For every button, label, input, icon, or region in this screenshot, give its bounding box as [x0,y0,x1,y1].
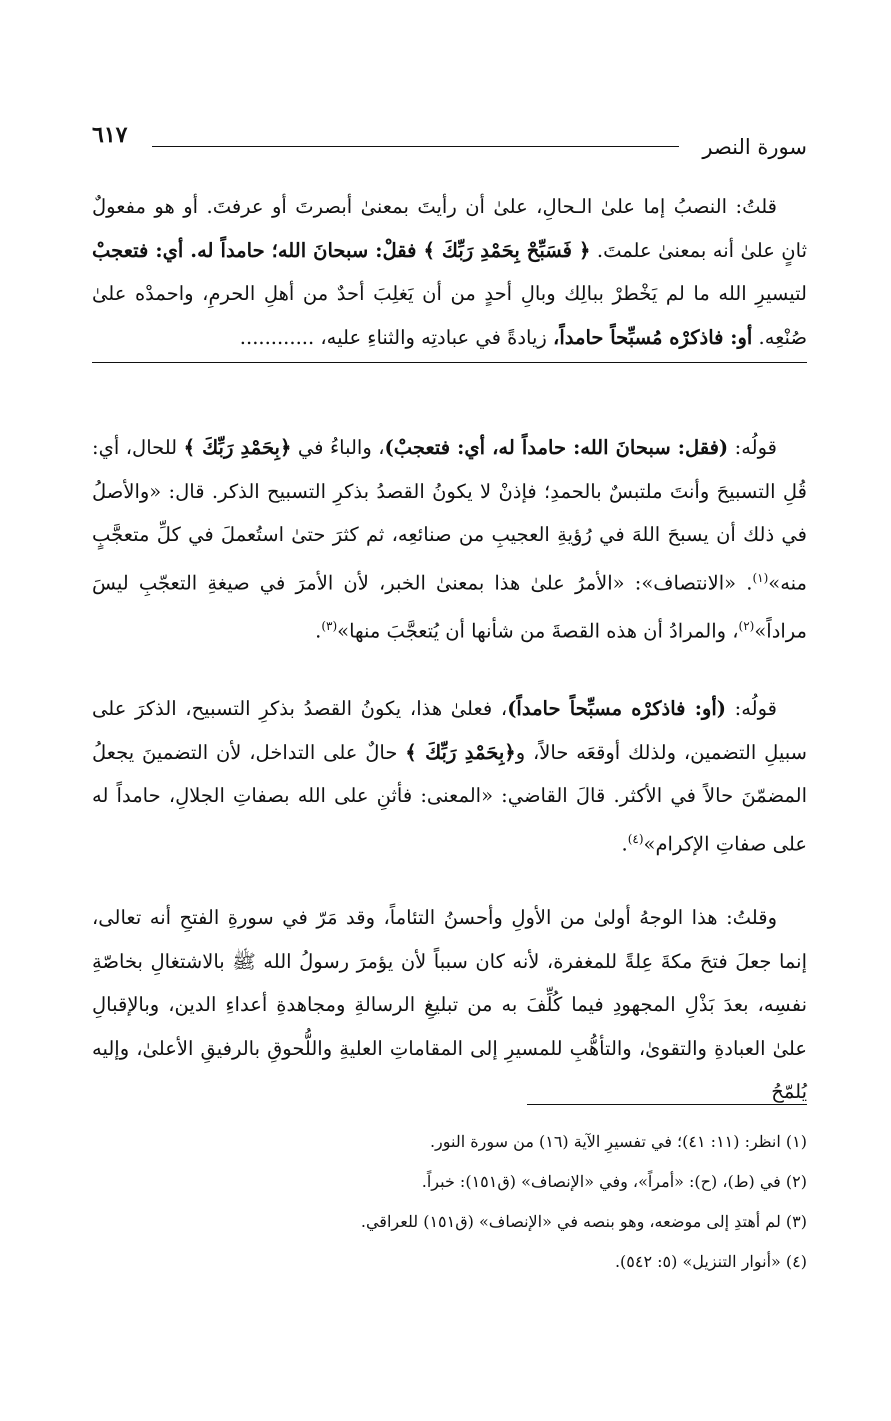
main-text [92,185,807,359]
main-paragraph [92,185,807,359]
commentary-text: ، والباءُ في [291,436,385,459]
commentary-quote: (أو: فاذكرْه مسبِّحاً حامداً) [507,697,726,720]
main-text-bold: فقلْ: سبحانَ الله؛ حامداً له. أي: فتعجبْ [92,238,424,262]
main-text-bold: أو: فاذكرْه مُسبِّحاً حامداً، [553,325,753,349]
footnote-rule [527,1104,807,1105]
commentary-paragraph-1 [92,426,807,653]
commentary-paragraph-2 [92,687,807,866]
commentary-text: وقلتُ: هذا الوجهُ أولىٰ من الأولِ وأحسنُ التئاماً، وقد مَرّ في سورةِ الفتحِ أنه تعالى، إنما جعلَ فتحَ مكةَ عِلةً للمغفرة، لأنه كان سبباً لأن يؤمرَ رسولُ الله ﷺ بالاشتغالِ بخاصّةِ نفسِه، بعدَ بَذْلِ المجهودِ فيما كُلِّفَ به من تبليغِ الرسالةِ ومجاهدةِ أعداءِ الدين، وبالإقبالِ علىٰ العبادةِ والتقوىٰ، والتأهُّبِ للمسيرِ إلى المقاماتِ العليةِ واللُّحوقِ بالرفيقِ الأعلىٰ، وإليه يُلمّحُ [92,906,807,1103]
header-rule [152,146,679,147]
surah-title: سورة النصر [702,135,807,159]
commentary-text: قولُه: [728,436,777,459]
commentary-text: . [621,832,628,855]
commentary-text: قولُه: [725,697,778,720]
footnote-ref[interactable]: (٤) [627,831,644,846]
footnote-ref[interactable]: (٢) [738,618,755,633]
main-text-part: قلتُ: النصبُ إما علىٰ الـحالِ، علىٰ أن رأيتَ بمعنىٰ أبصرتَ أو عرفتَ. أو هو مفعولٌ ثانٍ علىٰ أنه بمعنىٰ علمتَ. [92,195,807,262]
quran-verse: ﴿ فَسَبِّحْ بِحَمْدِ رَبِّكَ ﴾ [423,238,591,262]
commentary-text: للحال، أي: قُلِ التسبيحَ وأنتَ ملتبسٌ بالحمدِ؛ فإذنْ لا يكونُ القصدُ بذكرِ التسبيح الذكر. قال: «والأصلُ في ذلك أن يسبحَ اللهَ في رُؤيةِ العجيبِ من صنائعِه، ثم كثرَ حتىٰ استُعملَ في كلِّ متعجَّبٍ منه» [92,436,807,594]
footnote-1: (١) انظر: (١١: ٤١)؛ في تفسيرِ الآية (١٦) من سورة النور. [429,1132,807,1151]
commentary-paragraph-3 [92,896,807,1114]
page [92,0,807,1421]
main-commentary-divider [92,362,807,363]
commentary-text: ، فعلىٰ هذا، يكونُ القصدُ بذكرِ التسبيح، الذكرَ على سبيلِ التضمين، ولذلك أوقعَه حالاً، و [92,697,807,764]
quran-verse: ﴿بِحَمْدِ رَبِّكَ ﴾ [183,436,292,459]
commentary-text: ، والمرادُ أن هذه القصةَ من شأنها أن يُتعجَّبَ منها» [337,619,739,642]
main-text-part: لتيسيرِ الله ما لم يَخْطرْ ببالِك وبالِ أحدٍ من أن يَغلِبَ أحدٌ من أهلِ الحرمِ، واحمدْه علىٰ صُنْعِه. [92,282,807,349]
footnote-ref[interactable]: (١) [752,570,769,585]
footnote-3: (٣) لم أهتدِ إلى موضعه، وهو بنصه في «الإنصاف» (ق١٥١) للعراقي. [360,1212,807,1231]
footnotes [92,1122,807,1282]
page-number: ٦١٧ [92,122,128,148]
footnote-2: (٢) في (ط)، (ح): «أمراً»، وفي «الإنصاف» (ق١٥١): خبراً. [421,1172,807,1191]
main-text-part: زيادةً في عبادتِه والثناءِ عليه، ............ [239,325,554,349]
quran-verse: ﴿بِحَمْدِ رَبِّكَ ﴾ [405,740,516,764]
commentary-quote: (فقل: سبحانَ الله: حامداً له، أي: فتعجبْ) [384,436,729,459]
commentary-text: . «الانتصاف»: «الأمرُ علىٰ هذا بمعنىٰ الخبر، لأن الأمرَ في صيغةِ التعجّبِ ليسَ مراداً» [92,571,807,642]
footnote-4: (٤) «أنوار التنزيل» (٥: ٥٤٢). [614,1252,807,1271]
page-header [92,118,807,162]
commentary-text: حالٌ على التداخل، لأن التضمينَ يجعلُ المضمّنَ حالاً في الأكثر. قالَ القاضي: «المعنى: فأثنِ على الله بصفاتِ الجلالِ، حامداً له على صفاتِ الإكرام» [92,740,807,855]
footnote-ref[interactable]: (٣) [321,618,338,633]
commentary-text: . [315,619,322,642]
